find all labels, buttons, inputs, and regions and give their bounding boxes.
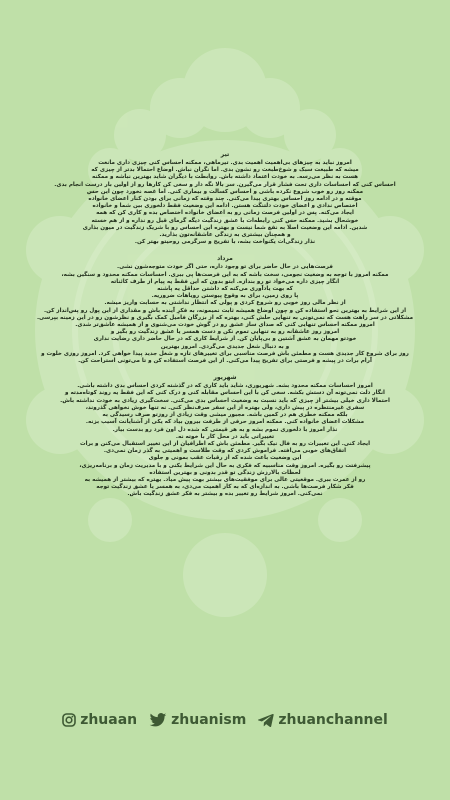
social-footer [0, 705, 450, 735]
telegram-handle: zhuanchannel [278, 712, 388, 728]
telegram-link[interactable] [258, 712, 387, 728]
section-mordad [8, 254, 442, 365]
instagram-icon [62, 713, 76, 727]
telegram-icon [258, 713, 274, 727]
section-title: تیر [220, 151, 230, 158]
section-text: امروز نباید به چیزهای بی‌اهمیت اهمیت بدی. تیرماهی، ممکنه احساس کنی چیزی داری مانعت میشه که طبیعت سبک و شوخ‌طبعت رو نشون بدی. اما نگران نباش. اوضاع احتمالا بدتر از چیزی که هست به نظر می‌رسه. به خودت اعتماد داشته باش. روابطت با دیگران شاید بهترین نباشه و ممکنه احساس کنی که احساسات داری تحت فشار قرار می‌گیرن. سر بالا نگه دار و سعی کن کارها رو از اولین بار درست انجام بدی. ممکنه روز رو خوب شروع نکرده باشی و احساس کسالت و بیماری کنی. اما غصه نخورد چون این حس موقته و در ادامه روز احساس بهتری پیدا می‌کنی. چند وقته که زمانی برای بودن کنار اعضای خانواده اختصاص ندادی و اعضای خودت دلتنگت هستن. ادامه این وضعیت فقط دلخوری بین شما و خانواده ایجاد می‌کنه. پس در اولین فرصت زمانی رو به اعضای خانواده اختصاص بده و کاری کن که همه خوشحال بشید. ممکنه حس کنی رابطه‌ات با عشق زندگیت دیگه گرمای قبل رو نداره و از هم خسته شدین. ادامه این وضعیت اصلا به نفع شما نیست و بهتره این احساس رو با شریک زندگیت در میون بذاری و همچنان بیشتری به زندگی عاشقانه‌تون بذارید. نذار زندگی‌ات یکنواخت بشه، با تفریح و سرگرمی روحیتو بهتر کن. [54, 160, 396, 246]
horoscope-content [8, 150, 442, 630]
instagram-handle: zhuaan [80, 712, 138, 728]
section-tir [8, 150, 442, 246]
twitter-icon [149, 713, 167, 728]
twitter-link[interactable] [149, 712, 246, 728]
instagram-link[interactable] [62, 712, 137, 728]
section-title: شهریور [213, 374, 237, 382]
section-shahrivar [8, 373, 442, 498]
section-text: فرصت‌هایی در حال حاضر برای تو وجود داره، حتی اگر خودت متوجه‌شون نشی. ممکنه امروز با توجه به وضعیت نجومی، سخت باشه که به این فرصت‌ها پی ببری. احساسات ممکنه محدود و سنگین بشه، انگار چیزی داره می‌خواد تو رو بندازه. ابتو بدون که این فقط یه پیام از طرف کائناته که بهت یادآوری می‌کنه که داشتن حداقل یه پاشنه پا روی زمین، برای به وقوع پیوستن رویاهات ضروریه. از نظر مالی روز خوبی رو شروع کردی و پولی که انتظار نداشتی به حسابت واریز میشه. از این شرایط به بهترین نحو استفاده کن و چون اوضاع همیشه ثابت نمیمونه، به فکرِ آینده باش و مقداری از این پول رو پس‌انداز کن. مشکلاتی در سر راهت هست که نمی‌تونی به تنهایی حلش کنی، بهتره که از بزرگان فامیل کمک بگیری و نظرشون رو در این زمینه بپرسی. امروز ممکنه احساس تنهایی کنی که صدای ساز عشق رو در گوش خودت می‌شنوی و از همیشه عاشق‌تر شدی. امروز روز عاشقانه رو به تنهایی تموم نکن و دست همسر یا عشق زندگیت رو بگیر و خودتو مهمان به عشق آشتین و بی‌پایان کن. از شرایط کاری که در حال حاضر داری رضایت نداری و به دنبال شغل جدیدی می‌گردی. امروز بهترین روز برای شروع کار جدیدی هست و مطمئن باش فرصت مناسبی برای تغییرهای تازه و شغل جدید پیدا خواهی کرد. امروز روزی خلوت و آرام برات در پیشه و فرصتی برای تفریح پیدا می‌کنی. از این فرصت استفاده کن و تا می‌تونی استراحت کن. [36, 264, 414, 365]
section-title: مرداد [217, 255, 233, 263]
section-text: امروز احساسات ممکنه محدود بشه. شهریوری، شاید باید کاری که در گذشته کردی احساس بدی داشته باشی. انگار دلت نمی‌تونه آن دستش بکشه. سعی کن با این احساس مقابله کنی و درک کنی که این فقط یه روند کوتاه‌مدته و احتمالا داری خیلی بیشتر از چیزی که باید نسبت به وضعیت احساس بدی می‌کنی. سخت‌گیری زیادی به خودت نداشته باش. سفری غیرمنتظره در پیش داری، ولی بهتره از این سفر صرف‌نظر کنی. نه تنها خوش نخواهی گذروند، بلکه ممکنه خطری هم در کمین باشه. مجبور میشی وقت زیادی از روزتو صرف رسیدگی به مشکلات اعضای خانواده کنی. ممکنه امروز حرفی از طرفت بیرون بیاد که یکی از آشنایانت آسیب بزنه. نذار امروز با دلخوری تموم بشه و به هر قیمتی که شده دل اون فرد رو بدست بیار. تغییراتی باید در محل کار با خوته نه. ایجاد کنی. این تغییرات رو به فال نیک بگیر. مطمئن باش که اطرافیان از این تغییر استقبال می‌کنن و برات اتفاق‌های خوبی می‌افته. فراموش کردی که وقت طلاست و اهمیتی به گذر زمان نمی‌دی. این وضعیت باعث شده که از رقبات عقب بمونی و جلوی پیشرفتت رو بگیره. امروز وقت مناسبیه که فکری به حال این شرایط بکنی و با مدیریت زمان و برنامه‌ریزی، لحظات بالارزش زندگی تو قدر بدونی و بهترین استفاده رو از عمرت ببری. موقعیتی عالی برای موفقیت‌های بیشتر بهت پیش میاد. بهتره که بیشتر از همیشه به فکر شکار فرصت‌ها باشی. به اندازه‌ای که به کار اهمیت می‌دی، به همسر یا عشق زندگیت توجه نمی‌کنی. امروز شرایط رو تغییر بده و بیشتر به فکر عشق زندگیت باش. [60, 383, 390, 498]
twitter-handle: zhuanism [171, 712, 247, 728]
